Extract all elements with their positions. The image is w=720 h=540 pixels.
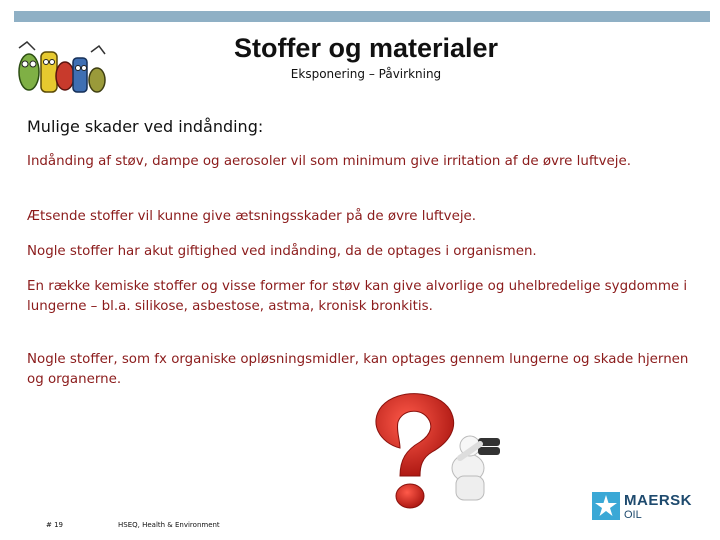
paragraph-5: Nogle stoffer, som fx organiske opløsningsmidler, kan optages gennem lungerne og skade hjernen og organerne. (27, 352, 689, 387)
maersk-star-icon (592, 492, 620, 520)
paragraph-2: Ætsende stoffer vil kunne give ætsningsskader på de øvre luftveje. (27, 209, 477, 224)
question-mark-illustration (360, 388, 520, 513)
top-accent-bar (14, 11, 710, 22)
paragraph-1: Indånding af støv, dampe og aerosoler vil som minimum give irritation af de øvre luftveje. (27, 154, 631, 169)
section-heading: Mulige skader ved indånding: (27, 117, 264, 136)
page-number: # 19 (46, 521, 63, 529)
slide-title: Stoffer og materialer (233, 33, 499, 63)
maersk-oil-logo (592, 490, 693, 526)
paragraph-4: En række kemiske stoffer og visse former for støv kan give alvorlige og uhelbredelige sygdomme i lungerne – bl.a. silikose, asbestose, astma, kronisk bronkitis. (27, 279, 688, 314)
paragraph-3: Nogle stoffer har akut giftighed ved indånding, da de optages i organismen. (27, 244, 537, 259)
brand-name: MAERSK (624, 492, 693, 509)
slide-subtitle: Eksponering – Påvirkning (290, 67, 442, 81)
footer-department: HSEQ, Health & Environment (118, 521, 220, 529)
brand-subname: OIL (624, 509, 642, 521)
